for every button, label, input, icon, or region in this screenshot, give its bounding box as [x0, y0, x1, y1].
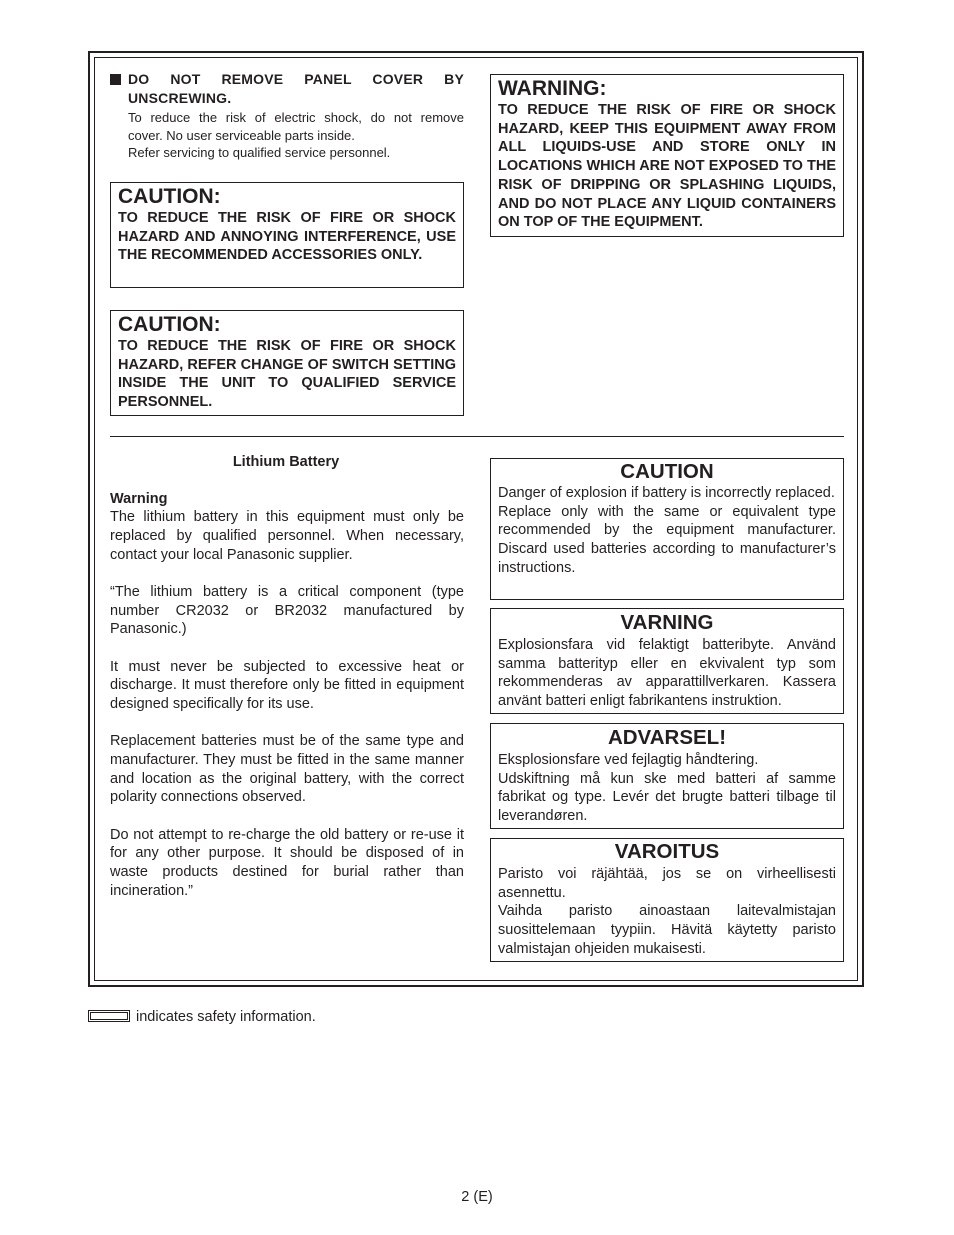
safety-box-symbol-icon [88, 1010, 130, 1022]
battery-caution-english [490, 458, 844, 600]
warning-liquids-box [490, 74, 844, 237]
lithium-battery-section [110, 453, 464, 900]
battery-paragraph-2: “The lithium battery is a critical component (type number CR2032 or BR2032 manufactured by Panasonic.) [110, 584, 464, 638]
section-divider [110, 436, 844, 437]
notice-heading [110, 70, 464, 89]
battery-warning-swedish [490, 608, 844, 714]
notice-body [110, 109, 464, 162]
battery-paragraph-3: It must never be subjected to excessive heat or discharge. It must therefore only be fitted in equipment designed specifically for its use. [110, 658, 464, 713]
legend-text: indicates safety information. [136, 1009, 316, 1025]
battery-warning-finnish [490, 838, 844, 962]
varoitus-line1: Paristo voi räjähtää, jos se on virheellisesti asennettu. [498, 866, 836, 901]
battery-caution-line1: Danger of explosion if battery is incorrectly replaced. [498, 485, 835, 501]
battery-caution-title: CAUTION [620, 460, 714, 483]
advarsel-line1: Eksplosionsfare ved fejlagtig håndtering. [498, 752, 759, 768]
varoitus-line2: Vaihda paristo ainoastaan laitevalmistajan suosittelemaan tyypiin. Hävitä käytetty paristo valmistajan ohjeiden mukaisesti. [498, 903, 836, 957]
caution-title: CAUTION: [118, 313, 221, 336]
notice-body-line1: To reduce the risk of electric shock, do not remove [128, 110, 464, 125]
varoitus-title: VAROITUS [614, 840, 720, 863]
battery-warning-danish [490, 723, 844, 829]
caution-accessories-box [110, 182, 464, 288]
battery-paragraph-5: Do not attempt to re-charge the old battery or re-use it for any other purpose. It should be disposed of in waste products destined for burial rather than incineration.” [110, 826, 464, 899]
battery-paragraph-1: The lithium battery in this equipment must only be replaced by qualified personnel. When necessary, contact your local Panasonic supplier. [110, 509, 464, 563]
caution-title: CAUTION: [118, 185, 221, 208]
notice-body-line3: Refer servicing to qualified service personnel. [128, 145, 391, 160]
varning-title: VARNING [620, 611, 714, 634]
notice-heading-line1: DO NOT REMOVE PANEL COVER BY [128, 71, 464, 87]
panel-cover-notice [110, 70, 464, 162]
caution-text: TO REDUCE THE RISK OF FIRE OR SHOCK HAZARD AND ANNOYING INTERFERENCE, USE THE RECOMMENDED ACCESSORIES ONLY. [118, 210, 456, 264]
lithium-battery-title: Lithium Battery [232, 454, 340, 470]
caution-text: TO REDUCE THE RISK OF FIRE OR SHOCK HAZARD, REFER CHANGE OF SWITCH SETTING INSIDE THE UNIT TO QUALIFIED SERVICE PERSONNEL. [118, 338, 456, 411]
advarsel-line2: Udskiftning må kun ske med batteri af samme fabrikat og type. Levér det brugte batteri tilbage til leverandøren. [498, 770, 836, 825]
warning-text: TO REDUCE THE RISK OF FIRE OR SHOCK HAZARD, KEEP THIS EQUIPMENT AWAY FROM ALL LIQUIDS-USE AND STORE ONLY IN LOCATIONS WHICH ARE NOT EXPOSED TO THE RISK OF DRIPPING OR SPLASHING LIQUIDS, AND DO NOT PLACE ANY LIQUID CONTAINERS ON TOP OF THE EQUIPMENT. [498, 102, 836, 231]
varning-text: Explosionsfara vid felaktigt batteribyte. Använd samma batterityp eller en ekvivalent typ som rekommenderas av apparattillverkaren. Kassera använt batteri enligt fabrikantens instruktion. [498, 637, 836, 710]
battery-warning-heading: Warning [110, 490, 168, 507]
safety-legend [88, 1008, 316, 1026]
square-bullet-icon [110, 74, 121, 85]
page-number: 2 (E) [461, 1189, 493, 1205]
caution-switch-box [110, 310, 464, 416]
notice-body-line2: cover. No user serviceable parts inside. [128, 127, 355, 143]
warning-title: WARNING: [498, 77, 607, 100]
battery-caution-line2: Replace only with the same or equivalent type recommended by the equipment manufacturer. Discard used batteries according to manufacturer’s instructions. [498, 503, 836, 576]
advarsel-title: ADVARSEL! [607, 726, 727, 749]
battery-paragraph-4: Replacement batteries must be of the same type and manufacturer. They must be fitted in the same manner and location as the original battery, with the correct polarity connections observed. [110, 733, 464, 806]
notice-heading-line2: UNSCREWING. [128, 90, 232, 106]
